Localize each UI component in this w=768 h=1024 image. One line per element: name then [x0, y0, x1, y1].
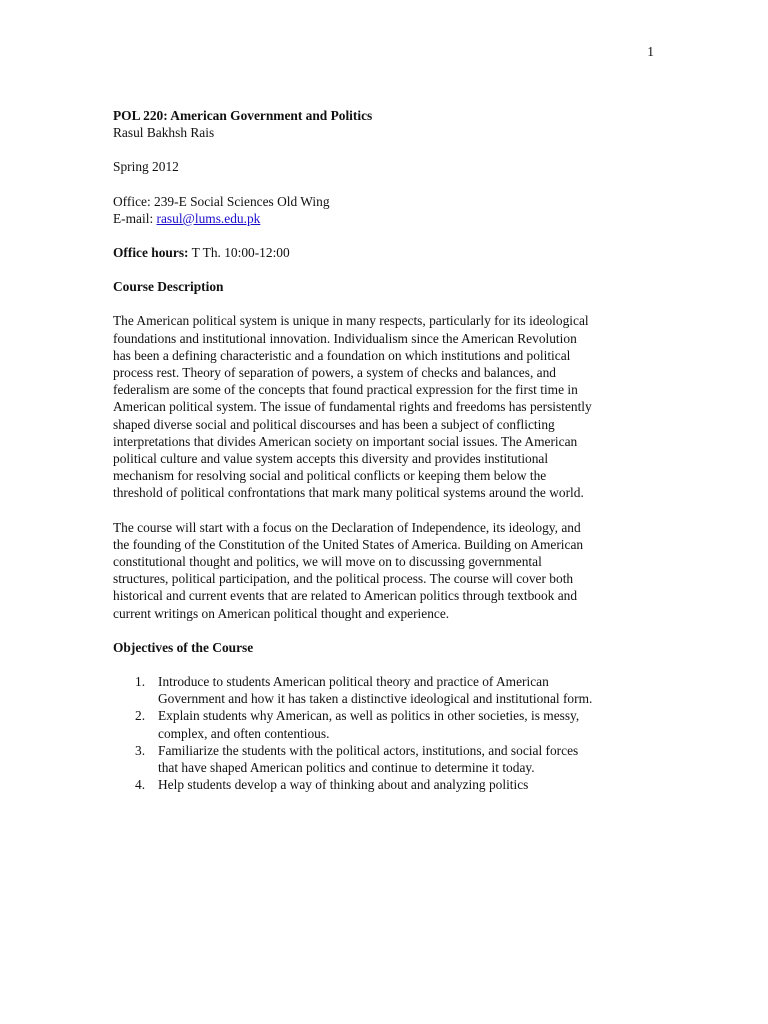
description-p1-line: The American political system is unique in many respects, particularly for its ideological: [113, 313, 589, 329]
email-line: [113, 210, 658, 227]
description-p1-line: foundations and institutional innovation. Individualism since the American Revolution: [113, 330, 577, 346]
description-p1-line: American political system. The issue of fundamental rights and freedoms has persistently: [113, 399, 592, 415]
description-p1-line: has been a defining characteristic and a foundation on which institutions and political: [113, 347, 571, 363]
description-p2-line: current writings on American political thought and experience.: [113, 605, 450, 621]
objective-item: [113, 776, 658, 793]
course-title: POL 220: American Government and Politics: [113, 108, 373, 123]
objective-item: [113, 742, 658, 776]
description-p2-line: historical and current events that are related to American politics through textbook and: [113, 588, 578, 604]
objective-item: [113, 673, 658, 707]
course-description-paragraph-1: [113, 312, 658, 501]
instructor-name: Rasul Bakhsh Rais: [113, 125, 215, 141]
course-description-paragraph-2: [113, 519, 658, 622]
objective-text-line: complex, and often contentious.: [158, 725, 330, 741]
office-location: Office: 239-E Social Sciences Old Wing: [113, 193, 330, 209]
description-p1-line: political culture and value system accepts this diversity and provides institutional: [113, 451, 549, 467]
objective-number: 1.: [135, 674, 146, 690]
description-p1-line: shaped diverse social and political discourses and has been a subject of conflicting: [113, 416, 555, 432]
objective-text-line: Explain students why American, as well as politics in other societies, is messy,: [158, 708, 580, 724]
email-label: E-mail:: [113, 210, 157, 226]
description-p1-line: federalism are some of the concepts that found practical expression for the first time in: [113, 382, 578, 398]
description-p1-line: interpretations that divides American society on important social issues. The American: [113, 433, 578, 449]
office-hours-label: Office hours:: [113, 245, 189, 261]
office-hours-line: [113, 244, 658, 261]
description-p2-line: The course will start with a focus on the Declaration of Independence, its ideology, and: [113, 519, 581, 535]
objective-text-line: Introduce to students American political theory and practice of American: [158, 674, 549, 690]
objective-item: [113, 707, 658, 741]
term: Spring 2012: [113, 159, 179, 175]
description-p2-line: structures, political participation, and the political process. The course will cover both: [113, 571, 574, 587]
objective-number: 4.: [135, 777, 146, 793]
objectives-list: [113, 673, 658, 793]
objectives-heading: Objectives of the Course: [113, 639, 254, 655]
syllabus-body: [113, 107, 658, 794]
page-number: 1: [647, 44, 654, 59]
description-p2-line: constitutional thought and politics, we will move on to discussing governmental: [113, 554, 542, 570]
course-description-heading: Course Description: [113, 279, 224, 295]
description-p1-line: process rest. Theory of separation of powers, a system of checks and balances, and: [113, 365, 556, 381]
office-hours-value: T Th. 10:00-12:00: [188, 245, 290, 261]
objective-text-line: that have shaped American politics and continue to determine it today.: [158, 760, 535, 776]
objective-text-line: Help students develop a way of thinking about and analyzing politics: [158, 777, 529, 793]
objective-text-line: Familiarize the students with the political actors, institutions, and social forces: [158, 742, 579, 758]
objective-text-line: Government and how it has taken a distinctive ideological and institutional form.: [158, 691, 593, 707]
description-p1-line: mechanism for resolving social and political conflicts or keeping them below the: [113, 468, 547, 484]
objective-number: 3.: [135, 742, 146, 758]
email-link[interactable]: rasul@lums.edu.pk: [156, 210, 261, 226]
description-p1-line: threshold of political confrontations that mark many political systems around the world.: [113, 485, 584, 501]
objective-number: 2.: [135, 708, 146, 724]
description-p2-line: the founding of the Constitution of the United States of America. Building on American: [113, 536, 584, 552]
